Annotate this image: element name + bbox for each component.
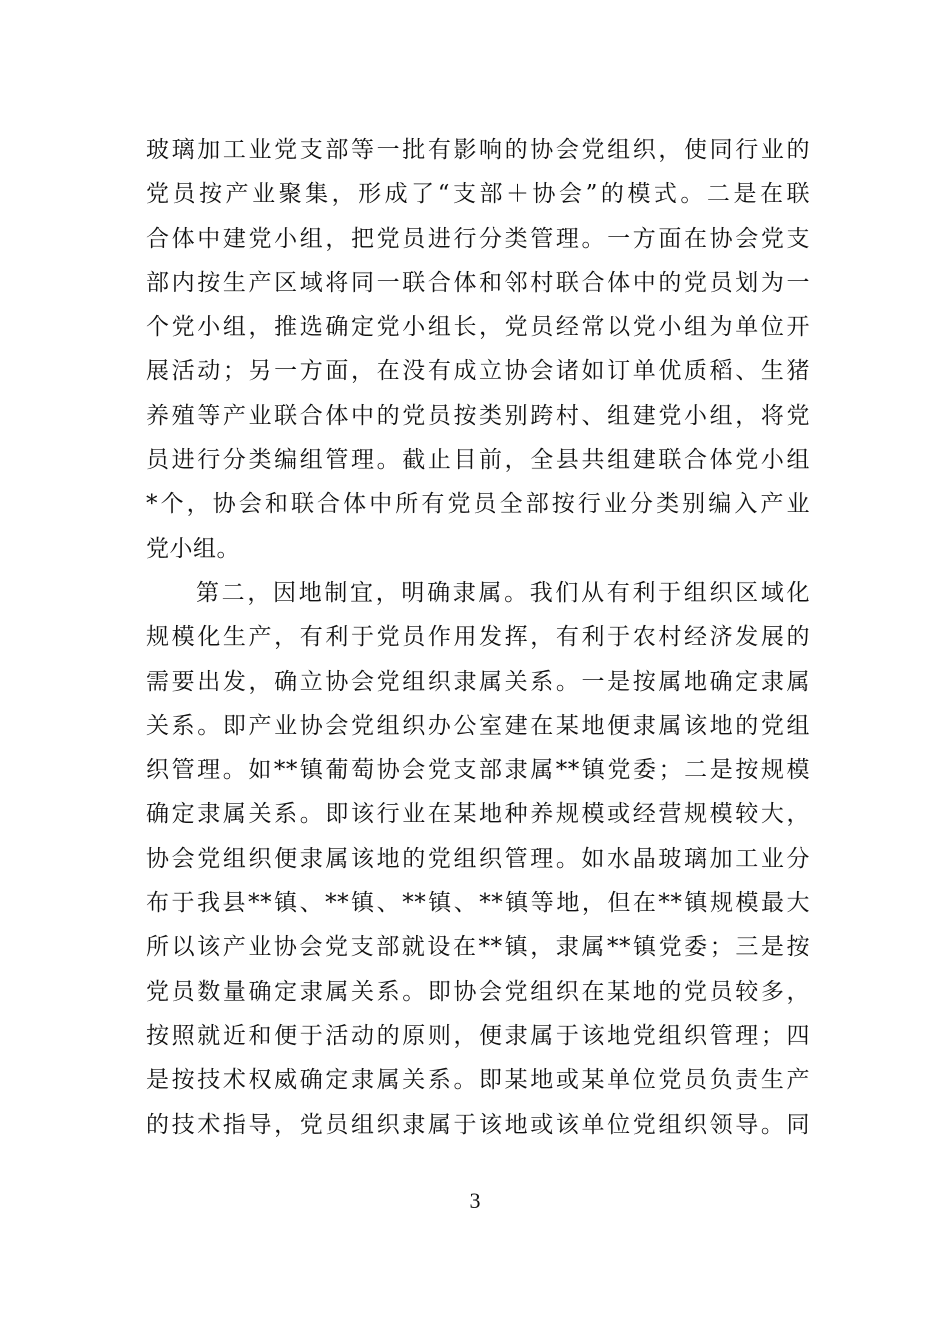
text-line: 党员按产业聚集，形成了“支部＋协会”的模式。二是在联 [146,181,810,208]
text-line: 布于我县**镇、**镇、**镇、**镇等地，但在**镇规模最大 [146,890,810,917]
text-line: 按照就近和便于活动的原则，便隶属于该地党组织管理；四 [146,1022,810,1049]
text-line: 部内按生产区域将同一联合体和邻村联合体中的党员划为一 [146,269,810,296]
text-line: 党员数量确定隶属关系。即协会党组织在某地的党员较多， [146,978,810,1005]
text-line: *个，协会和联合体中所有党员全部按行业分类别编入产业 [146,491,810,518]
text-line: 党小组。 [146,535,240,562]
text-line: 协会党组织便隶属该地的党组织管理。如水晶玻璃加工业分 [146,845,810,872]
text-line: 合体中建党小组，把党员进行分类管理。一方面在协会党支 [146,225,810,252]
paragraph-1 [146,128,810,571]
text-line: 玻璃加工业党支部等一批有影响的协会党组织，使同行业的 [146,137,810,163]
paragraph-2 [146,571,810,1147]
body-text [146,128,810,1147]
text-line: 第二，因地制宜，明确隶属。我们从有利于组织区域化 [196,579,810,606]
text-line: 需要出发，确立协会党组织隶属关系。一是按属地确定隶属 [146,668,810,695]
text-line: 的技术指导，党员组织隶属于该地或该单位党组织领导。同 [146,1111,810,1138]
text-line: 确定隶属关系。即该行业在某地种养规模或经营规模较大， [146,801,810,828]
text-line: 展活动；另一方面，在没有成立协会诸如订单优质稻、生猪 [146,358,810,385]
text-line: 规模化生产，有利于党员作用发挥，有利于农村经济发展的 [146,624,810,651]
text-line: 关系。即产业协会党组织办公室建在某地便隶属该地的党组 [146,712,810,739]
text-line: 织管理。如**镇葡萄协会党支部隶属**镇党委；二是按规模 [146,757,810,784]
page-number: 3 [469,1188,481,1213]
text-line: 养殖等产业联合体中的党员按类别跨村、组建党小组，将党 [146,402,810,429]
text-line: 所以该产业协会党支部就设在**镇，隶属**镇党委；三是按 [146,934,810,961]
text-line: 是按技术权威确定隶属关系。即某地或某单位党员负责生产 [146,1067,810,1094]
text-line: 个党小组，推选确定党小组长，党员经常以党小组为单位开 [146,314,810,341]
text-line: 员进行分类编组管理。截止目前，全县共组建联合体党小组 [146,447,810,474]
